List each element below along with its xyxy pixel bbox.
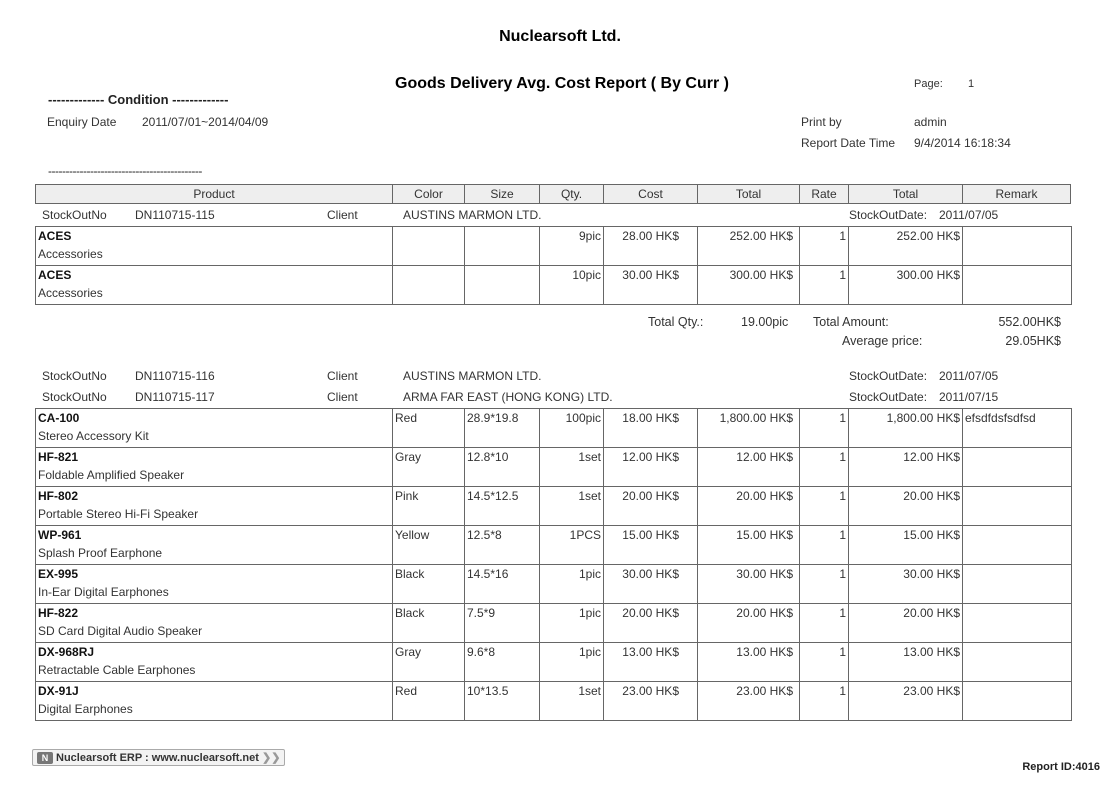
color-cell: Red — [393, 682, 465, 721]
table-row — [36, 643, 1072, 682]
column-header — [35, 184, 1071, 204]
remark-cell — [963, 682, 1072, 721]
color-cell: Red — [393, 409, 465, 448]
total-amount-label: Total Amount: — [813, 315, 889, 329]
color-cell: Yellow — [393, 526, 465, 565]
total-amount-value: 552.00HK$ — [998, 315, 1061, 329]
size-cell: 12.5*8 — [465, 526, 540, 565]
cost-cell: 13.00 HK$ — [604, 643, 698, 682]
header-total: Total — [698, 185, 800, 204]
header-rate: Rate — [800, 185, 849, 204]
currency-code: HK$ — [936, 489, 960, 503]
size-cell: 28.9*19.8 — [465, 409, 540, 448]
rate-cell: 1 — [800, 526, 849, 565]
avg-price-label: Average price: — [842, 334, 923, 348]
client-value: ARMA FAR EAST (HONG KONG) LTD. — [403, 390, 613, 404]
condition-separator: -------------------------------------------- — [48, 164, 202, 178]
client-label: Client — [327, 390, 358, 404]
total-cell: 30.00 HK$ — [698, 565, 800, 604]
product-description: Foldable Amplified Speaker — [38, 468, 185, 482]
size-cell: 14.5*12.5 — [465, 487, 540, 526]
product-code: HF-822 — [38, 606, 79, 620]
currency-code: HK$ — [936, 645, 960, 659]
header-cost: Cost — [604, 185, 698, 204]
table-row — [36, 266, 1072, 305]
product-description: Digital Earphones — [38, 702, 133, 716]
stockoutdate-label: StockOutDate: — [849, 369, 928, 383]
product-cell — [36, 565, 393, 604]
stockoutdate-value: 2011/07/15 — [939, 390, 999, 404]
remark-cell — [963, 448, 1072, 487]
product-description: SD Card Digital Audio Speaker — [38, 624, 203, 638]
table-row — [36, 682, 1072, 721]
client-value: AUSTINS MARMON LTD. — [403, 369, 542, 383]
company-name: Nuclearsoft Ltd. — [499, 28, 621, 45]
product-description: Retractable Cable Earphones — [38, 663, 196, 677]
product-description: Accessories — [38, 247, 103, 261]
stockoutno-label: StockOutNo — [42, 369, 107, 383]
cost-cell: 30.00 HK$ — [604, 266, 698, 305]
product-code: CA-100 — [38, 411, 80, 425]
total-converted-value: 300.00 — [896, 268, 934, 282]
rate-cell: 1 — [800, 448, 849, 487]
qty-cell: 9pic — [540, 227, 604, 266]
rate-cell: 1 — [800, 409, 849, 448]
product-code: DX-91J — [38, 684, 79, 698]
stockoutno-value: DN110715-115 — [135, 208, 215, 222]
cost-cell: 12.00 HK$ — [604, 448, 698, 487]
total-qty-label: Total Qty.: — [648, 315, 704, 329]
print-by-label: Print by — [801, 115, 842, 129]
stockoutdate-label: StockOutDate: — [849, 390, 928, 404]
size-cell — [465, 266, 540, 305]
qty-cell: 1pic — [540, 565, 604, 604]
product-cell — [36, 266, 393, 305]
group3-table — [35, 408, 1072, 721]
stockoutdate-value: 2011/07/05 — [939, 208, 999, 222]
total-cell: 20.00 HK$ — [698, 604, 800, 643]
product-cell — [36, 682, 393, 721]
product-cell — [36, 604, 393, 643]
remark-cell — [963, 487, 1072, 526]
total-cell: 23.00 HK$ — [698, 682, 800, 721]
qty-cell: 10pic — [540, 266, 604, 305]
report-id: Report ID:4016 — [1022, 761, 1100, 773]
enquiry-date-label: Enquiry Date — [47, 115, 117, 129]
product-description: Portable Stereo Hi-Fi Speaker — [38, 507, 199, 521]
table-row — [36, 565, 1072, 604]
product-code: WP-961 — [38, 528, 82, 542]
cost-cell: 20.00 HK$ — [604, 487, 698, 526]
qty-cell: 1pic — [540, 604, 604, 643]
qty-cell: 1pic — [540, 643, 604, 682]
total-converted-cell — [849, 682, 963, 721]
total-converted-cell — [849, 409, 963, 448]
stockoutno-label: StockOutNo — [42, 390, 107, 404]
header-remark: Remark — [963, 185, 1071, 204]
header-color: Color — [393, 185, 465, 204]
qty-cell: 100pic — [540, 409, 604, 448]
header-size: Size — [465, 185, 540, 204]
size-cell: 9.6*8 — [465, 643, 540, 682]
stockoutno-value: DN110715-116 — [135, 369, 215, 383]
cost-cell: 28.00 HK$ — [604, 227, 698, 266]
header-total-converted: Total — [849, 185, 963, 204]
total-converted-value: 20.00 — [903, 606, 934, 620]
remark-cell: efsdfdsfsdfsd — [963, 409, 1072, 448]
enquiry-date-value: 2011/07/01~2014/04/09 — [142, 115, 269, 129]
color-cell: Gray — [393, 448, 465, 487]
total-converted-cell — [849, 643, 963, 682]
cost-cell: 30.00 HK$ — [604, 565, 698, 604]
condition-heading: ------------- Condition ------------- — [48, 92, 229, 107]
total-converted-cell — [849, 565, 963, 604]
rate-cell: 1 — [800, 227, 849, 266]
remark-cell — [963, 604, 1072, 643]
total-converted-value: 12.00 — [903, 450, 934, 464]
color-cell: Pink — [393, 487, 465, 526]
total-converted-cell — [849, 604, 963, 643]
rate-cell: 1 — [800, 682, 849, 721]
total-cell: 20.00 HK$ — [698, 487, 800, 526]
remark-cell — [963, 526, 1072, 565]
total-converted-value: 13.00 — [903, 645, 934, 659]
cost-cell: 23.00 HK$ — [604, 682, 698, 721]
total-cell: 15.00 HK$ — [698, 526, 800, 565]
product-description: Splash Proof Earphone — [38, 546, 163, 560]
rate-cell: 1 — [800, 643, 849, 682]
cost-cell: 20.00 HK$ — [604, 604, 698, 643]
product-code: EX-995 — [38, 567, 79, 581]
remark-cell — [963, 266, 1072, 305]
report-datetime-value: 9/4/2014 16:18:34 — [914, 136, 1011, 150]
currency-code: HK$ — [936, 268, 960, 282]
product-description: In-Ear Digital Earphones — [38, 585, 169, 599]
group1-table — [35, 226, 1072, 305]
remark-cell — [963, 643, 1072, 682]
table-row — [36, 409, 1072, 448]
currency-code: HK$ — [936, 684, 960, 698]
product-cell — [36, 409, 393, 448]
product-cell — [36, 643, 393, 682]
report-title: Goods Delivery Avg. Cost Report ( By Curr ) — [395, 75, 729, 92]
page-number: 1 — [968, 78, 975, 90]
product-cell — [36, 448, 393, 487]
client-label: Client — [327, 369, 358, 383]
page-label: Page: — [914, 78, 943, 90]
total-cell: 1,800.00 HK$ — [698, 409, 800, 448]
product-code: DX-968RJ — [38, 645, 95, 659]
stockoutno-value: DN110715-117 — [135, 390, 215, 404]
color-cell: Gray — [393, 643, 465, 682]
size-cell: 10*13.5 — [465, 682, 540, 721]
product-code: ACES — [38, 229, 72, 243]
currency-code: HK$ — [936, 229, 960, 243]
table-row — [36, 227, 1072, 266]
cost-cell: 15.00 HK$ — [604, 526, 698, 565]
total-converted-value: 1,800.00 — [886, 411, 934, 425]
avg-price-value: 29.05HK$ — [1005, 334, 1061, 348]
table-row — [36, 526, 1072, 565]
currency-code: HK$ — [936, 450, 960, 464]
rate-cell: 1 — [800, 266, 849, 305]
stockoutdate-label: StockOutDate: — [849, 208, 928, 222]
qty-cell: 1set — [540, 448, 604, 487]
product-cell — [36, 526, 393, 565]
table-row — [36, 604, 1072, 643]
color-cell: Black — [393, 565, 465, 604]
total-cell: 12.00 HK$ — [698, 448, 800, 487]
total-converted-cell — [849, 266, 963, 305]
total-qty-value: 19.00pic — [741, 315, 789, 329]
total-converted-value: 15.00 — [903, 528, 934, 542]
print-by-value: admin — [914, 115, 947, 129]
rate-cell: 1 — [800, 565, 849, 604]
total-cell: 13.00 HK$ — [698, 643, 800, 682]
rate-cell: 1 — [800, 604, 849, 643]
table-row — [36, 448, 1072, 487]
footer-logo: N Nuclearsoft ERP : www.nuclearsoft.net ❯❯ — [32, 749, 285, 766]
product-cell — [36, 487, 393, 526]
size-cell: 12.8*10 — [465, 448, 540, 487]
size-cell: 14.5*16 — [465, 565, 540, 604]
color-cell — [393, 227, 465, 266]
product-cell — [36, 227, 393, 266]
header-product: Product — [36, 185, 393, 204]
cost-cell: 18.00 HK$ — [604, 409, 698, 448]
currency-code: HK$ — [936, 567, 960, 581]
report-datetime-label: Report Date Time — [801, 136, 896, 150]
qty-cell: 1PCS — [540, 526, 604, 565]
size-cell: 7.5*9 — [465, 604, 540, 643]
currency-code: HK$ — [936, 528, 960, 542]
header-qty: Qty. — [540, 185, 604, 204]
total-converted-value: 20.00 — [903, 489, 934, 503]
table-row — [36, 487, 1072, 526]
total-converted-value: 30.00 — [903, 567, 934, 581]
total-converted-cell — [849, 526, 963, 565]
color-cell: Black — [393, 604, 465, 643]
total-converted-cell — [849, 448, 963, 487]
total-converted-value: 252.00 — [896, 229, 934, 243]
qty-cell: 1set — [540, 487, 604, 526]
product-code: HF-821 — [38, 450, 79, 464]
product-description: Stereo Accessory Kit — [38, 429, 149, 443]
remark-cell — [963, 227, 1072, 266]
nuclearsoft-logo-icon: N — [37, 752, 53, 764]
total-converted-cell — [849, 227, 963, 266]
total-converted-value: 23.00 — [903, 684, 934, 698]
stockoutdate-value: 2011/07/05 — [939, 369, 999, 383]
product-description: Accessories — [38, 286, 103, 300]
client-label: Client — [327, 208, 358, 222]
remark-cell — [963, 565, 1072, 604]
total-converted-cell — [849, 487, 963, 526]
rate-cell: 1 — [800, 487, 849, 526]
size-cell — [465, 227, 540, 266]
client-value: AUSTINS MARMON LTD. — [403, 208, 542, 222]
currency-code: HK$ — [936, 411, 960, 425]
product-code: HF-802 — [38, 489, 79, 503]
total-cell: 252.00 HK$ — [698, 227, 800, 266]
currency-code: HK$ — [936, 606, 960, 620]
color-cell — [393, 266, 465, 305]
product-code: ACES — [38, 268, 72, 282]
total-cell: 300.00 HK$ — [698, 266, 800, 305]
qty-cell: 1set — [540, 682, 604, 721]
stockoutno-label: StockOutNo — [42, 208, 107, 222]
